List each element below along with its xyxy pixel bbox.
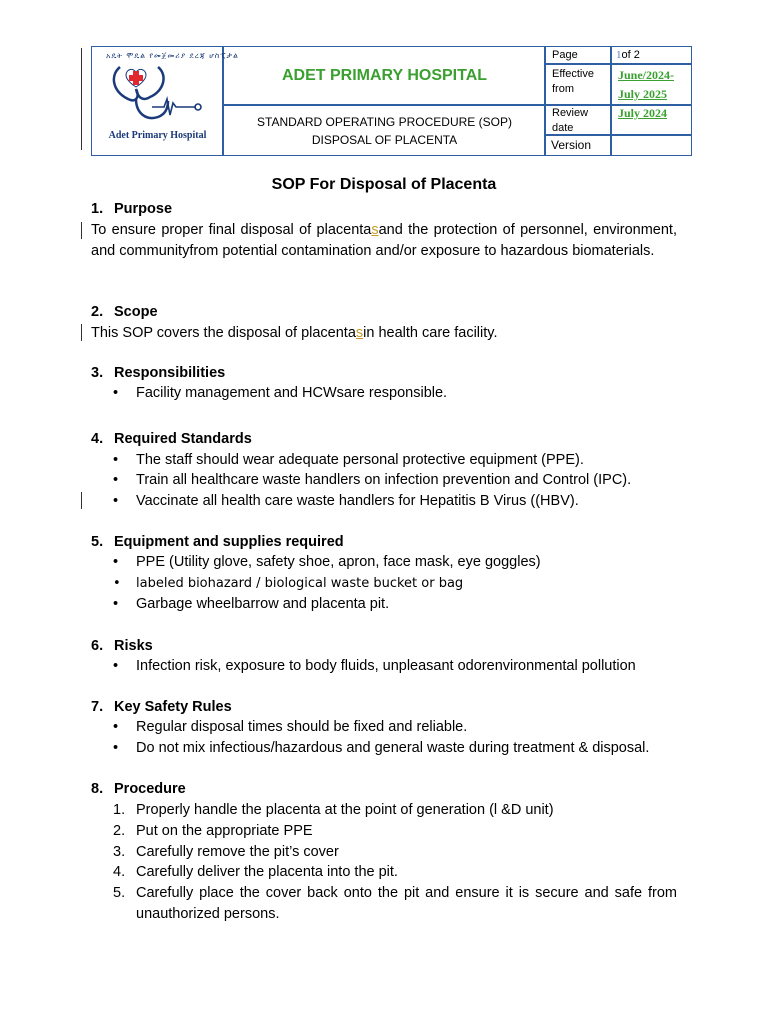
list-item: • Infection risk, exposure to body fluids, unpleasant odorenvironmental pollution bbox=[113, 658, 636, 674]
document-title: SOP For Disposal of Placenta bbox=[271, 176, 497, 193]
version-label: Version bbox=[551, 138, 592, 152]
change-bar bbox=[81, 492, 82, 509]
review-value: July 2024 bbox=[618, 106, 668, 120]
effective-label: Effective from bbox=[552, 68, 594, 95]
section-heading-equipment: 5. Equipment and supplies required bbox=[91, 534, 344, 550]
header-table bbox=[91, 46, 692, 156]
section-heading-safety: 7. Key Safety Rules bbox=[91, 699, 232, 715]
list-item: • Facility management and HCWsare responsible. bbox=[113, 385, 448, 401]
list-item: 4. Carefully deliver the placenta into the pit. bbox=[113, 864, 398, 880]
purpose-text: To ensure proper final disposal of placentasand the protection of personnel, environment, and communityfrom potential contamination and/or exposure to hazardous biomaterials. bbox=[91, 222, 677, 259]
review-label: Review date bbox=[552, 107, 589, 134]
section-heading-purpose: 1. Purpose bbox=[91, 201, 173, 217]
sop-title bbox=[224, 106, 545, 156]
sop-title-line2: DISPOSAL OF PLACENTA bbox=[311, 133, 458, 147]
section-heading-standards: 4. Required Standards bbox=[91, 431, 252, 447]
list-item: 2. Put on the appropriate PPE bbox=[113, 823, 313, 839]
section-heading-scope: 2. Scope bbox=[91, 304, 158, 320]
page-number: 1 bbox=[616, 49, 622, 61]
change-bar bbox=[81, 222, 82, 239]
list-item: • The staff should wear adequate personal protective equipment (PPE). bbox=[113, 452, 584, 468]
logo-caption: Adet Primary Hospital bbox=[108, 130, 207, 141]
list-item: • Garbage wheelbarrow and placenta pit. bbox=[113, 596, 390, 612]
list-item: • labeled biohazard / biological waste bucket or bag bbox=[113, 576, 464, 591]
change-bar bbox=[81, 48, 82, 150]
hospital-logo bbox=[92, 47, 239, 154]
section-heading-responsibilities: 3. Responsibilities bbox=[91, 365, 226, 381]
list-item: • Regular disposal times should be fixed and reliable. bbox=[113, 719, 468, 735]
hospital-name: ADET PRIMARY HOSPITAL bbox=[281, 66, 488, 84]
list-item: 3. Carefully remove the pit’s cover bbox=[113, 844, 339, 860]
list-item: • Train all healthcare waste handlers on infection prevention and Control (IPC). bbox=[113, 472, 632, 488]
page-total: of 2 bbox=[621, 49, 640, 61]
list-item: • Vaccinate all health care waste handlers for Hepatitis B Virus ((HBV). bbox=[113, 493, 579, 509]
tracked-insertion: s bbox=[355, 325, 364, 341]
page-value bbox=[612, 47, 691, 63]
logo-amharic-text: አዴት ሞዴል የመጀመሪያ ደረጃ ሆስፒታል bbox=[106, 51, 239, 60]
list-item: • Do not mix infectious/hazardous and general waste during treatment & disposal. bbox=[113, 740, 650, 756]
scope-text: This SOP covers the disposal of placentasin health care facility. bbox=[91, 325, 498, 341]
stethoscope-heart-icon bbox=[106, 61, 210, 127]
version-value bbox=[612, 136, 691, 155]
sop-title-line1: STANDARD OPERATING PROCEDURE (SOP) bbox=[257, 115, 512, 129]
effective-value: June/2024- July 2025 bbox=[618, 68, 675, 101]
list-item: • PPE (Utility glove, safety shoe, apron, face mask, eye goggles) bbox=[113, 554, 541, 570]
page-label: Page bbox=[552, 49, 578, 61]
section-heading-procedure: 8. Procedure bbox=[91, 781, 186, 797]
list-item: 1. Properly handle the placenta at the point of generation (l &D unit) bbox=[113, 802, 554, 818]
list-item: 5. Carefully place the cover back onto the pit and ensure it is secure and safe from unauthorized persons. bbox=[113, 885, 677, 922]
section-heading-risks: 6. Risks bbox=[91, 638, 153, 654]
change-bar bbox=[81, 324, 82, 341]
tracked-insertion: s bbox=[371, 222, 379, 238]
